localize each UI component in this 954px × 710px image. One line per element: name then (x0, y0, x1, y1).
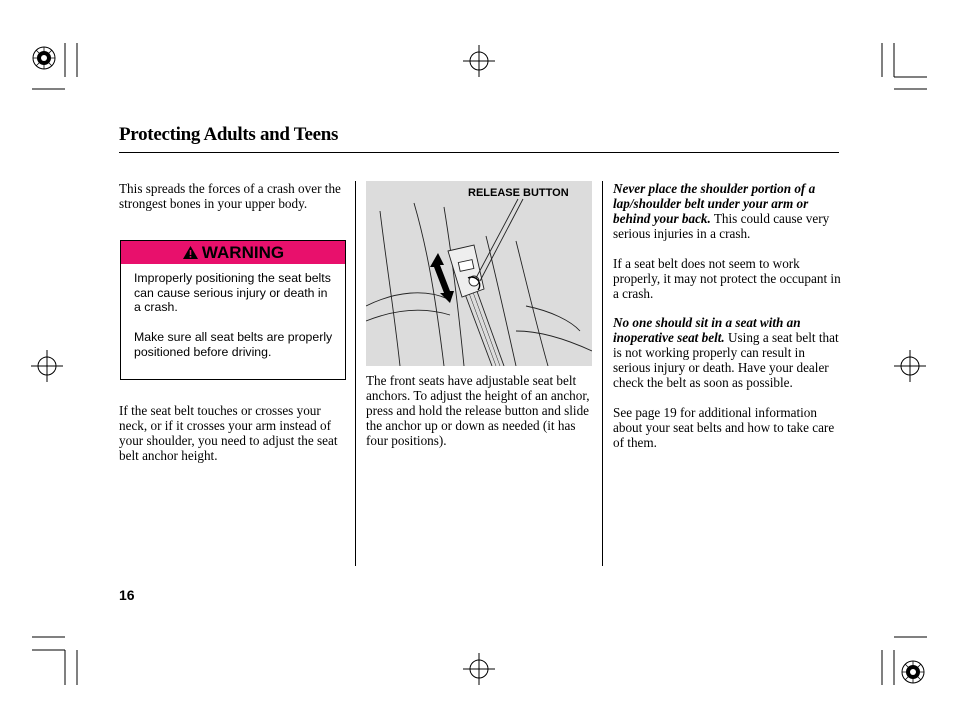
page-title: Protecting Adults and Teens (119, 124, 339, 145)
not-working-paragraph: If a seat belt does not seem to work properly, it may not protect the occupant in a crash. (613, 256, 841, 301)
release-button-label: RELEASE BUTTON (468, 187, 569, 199)
column-divider-1 (355, 181, 356, 566)
warning-paragraph-1: Improperly positioning the seat belts can cause serious injury or death in a crash. (134, 271, 331, 315)
page-number: 16 (119, 587, 135, 603)
shoulder-warning-emphasis: Never place the shoulder portion of a lap/shoulder belt under your arm or behind your back. (613, 181, 816, 226)
see-page-paragraph: See page 19 for additional information about your seat belts and how to take care of them. (613, 405, 835, 450)
warning-label: WARNING (201, 242, 285, 262)
seat-belt-anchor-illustration (366, 181, 592, 366)
warning-header (121, 241, 345, 264)
intro-text: This spreads the forces of a crash over the strongest bones in your upper body. (119, 181, 341, 211)
right-column (613, 181, 841, 450)
warning-triangle-icon (182, 245, 199, 260)
warning-box (120, 240, 346, 380)
outro-text: If the seat belt touches or crosses your neck, or if it crosses your arm instead of your shoulder, you need to adjust the seat belt anchor height. (119, 403, 338, 463)
outro-paragraph (119, 403, 347, 463)
seat-belt-anchor-drawing (366, 181, 592, 366)
title-rule (119, 152, 839, 153)
inoperative-emphasis: No one should sit in a seat with an inoperative seat belt. (613, 315, 801, 345)
intro-paragraph (119, 181, 344, 211)
anchor-text: The front seats have adjustable seat belt anchors. To adjust the height of an anchor, press and hold the release button and slide the anchor up or down as needed (it has four positions). (366, 373, 590, 448)
shoulder-warning-paragraph (613, 181, 841, 241)
warning-paragraph-2: Make sure all seat belts are properly positioned before driving. (134, 330, 333, 359)
inoperative-paragraph (613, 315, 841, 390)
column-divider-2 (602, 181, 603, 566)
shoulder-warning-rest: This could cause very serious injuries in a crash. (613, 211, 830, 241)
inoperative-rest: Using a seat belt that is not working properly can result in serious injury or death. Have your dealer check the belt as soon as possible. (613, 330, 839, 390)
anchor-paragraph (366, 373, 596, 448)
